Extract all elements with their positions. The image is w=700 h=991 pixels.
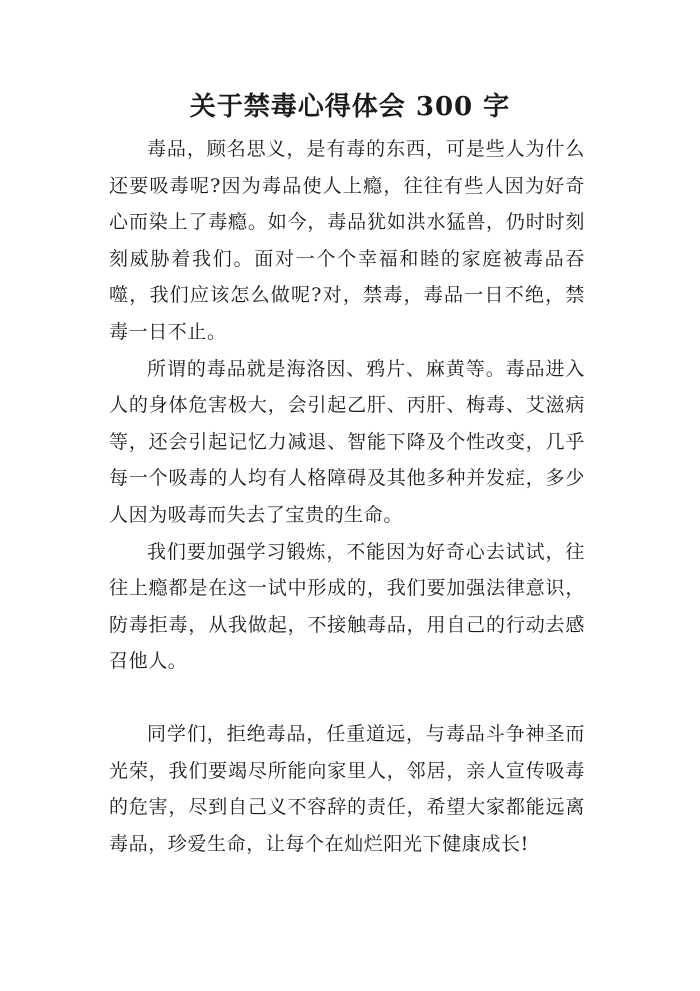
paragraph-spacer <box>109 680 585 716</box>
document-body <box>109 131 585 862</box>
paragraph-4: 同学们，拒绝毒品，任重道远，与毒品斗争神圣而光荣，我们要竭尽所能向家里人，邻居，亲人宣传吸毒的危害，尽到自己义不容辞的责任，希望大家都能远离毒品，珍爱生命，让每个在灿烂阳光下健康成长! <box>109 722 585 855</box>
paragraph-1: 毒品，顾名思义，是有毒的东西，可是些人为什么还要吸毒呢?因为毒品使人上瘾，往往有些人因为好奇心而染上了毒瘾。如今，毒品犹如洪水猛兽，仍时时刻刻威胁着我们。面对一个个幸福和睦的家庭被毒品吞噬，我们应该怎么做呢?对，禁毒，毒品一日不绝，禁毒一日不止。 <box>109 138 585 343</box>
paragraph-3: 我们要加强学习锻炼，不能因为好奇心去试试，往往上瘾都是在这一试中形成的，我们要加强法律意识，防毒拒毒，从我做起，不接触毒品，用自己的行动去感召他人。 <box>109 540 585 673</box>
paragraph-2: 所谓的毒品就是海洛因、鸦片、麻黄等。毒品进入人的身体危害极大，会引起乙肝、丙肝、梅毒、艾滋病等，还会引起记忆力减退、智能下降及个性改变，几乎每一个吸毒的人均有人格障碍及其他多种并发症，多少人因为吸毒而失去了宝贵的生命。 <box>109 357 585 526</box>
document-title: 关于禁毒心得体会 300 字 <box>189 92 511 122</box>
